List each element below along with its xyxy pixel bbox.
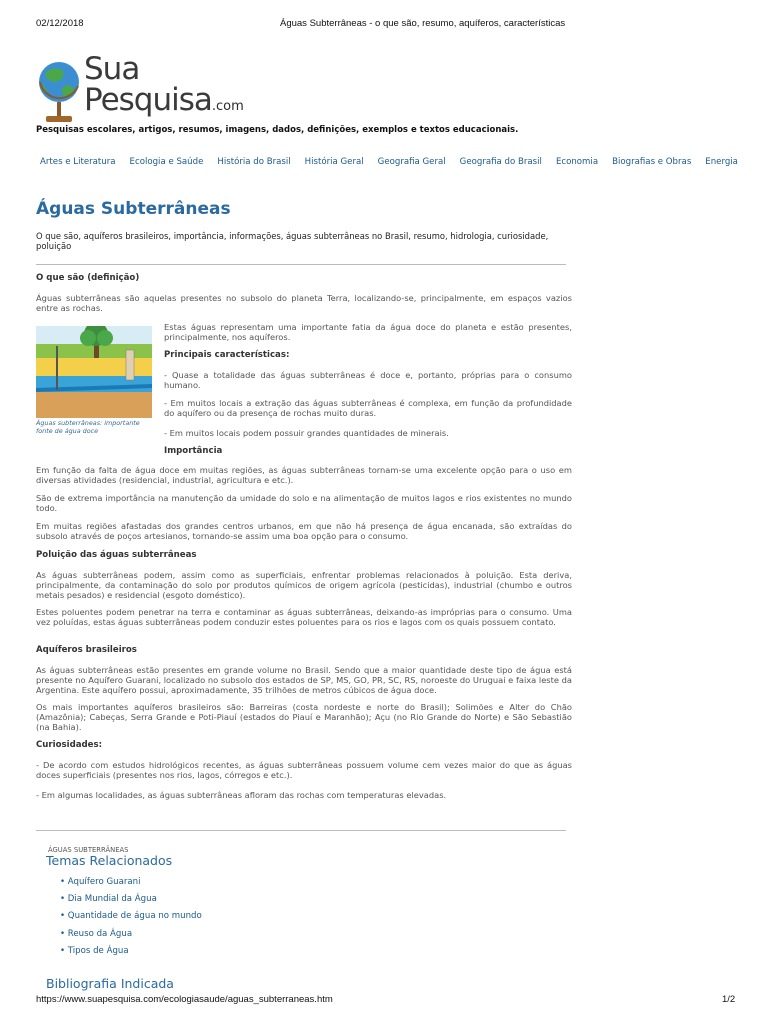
page-title: Águas Subterrâneas	[36, 199, 231, 219]
related-link[interactable]: • Aquífero Guarani	[60, 877, 141, 887]
bullet-text: - Quase a totalidade das águas subterrâneas é doce e, portanto, próprias para o consumo humano.	[164, 370, 572, 390]
bullet-text: - Em muitos locais podem possuir grandes quantidades de minerais.	[164, 428, 449, 438]
nav-item-historia-geral[interactable]: História Geral	[304, 157, 364, 167]
print-title: Águas Subterrâneas - o que são, resumo, aquíferos, características	[280, 18, 566, 29]
section-heading: O que são (definição)	[36, 273, 140, 283]
related-link[interactable]: • Dia Mundial da Água	[60, 894, 157, 905]
print-url[interactable]: https://www.suapesquisa.com/ecologiasaude/aguas_subterraneas.htm	[36, 994, 333, 1005]
nav-item-artes[interactable]: Artes e Literatura	[40, 157, 116, 167]
bullet-text: - Em muitos locais a extração das águas subterrâneas é complexa, em função da profundidade do aquífero ou da presença de rochas muito duras.	[164, 398, 572, 418]
section-heading: Aquíferos brasileiros	[36, 645, 137, 655]
nav-item-geografia-brasil[interactable]: Geografia do Brasil	[459, 157, 542, 167]
section-heading: Principais características:	[164, 350, 290, 360]
divider	[36, 830, 566, 831]
section-heading: Importância	[164, 446, 223, 456]
paragraph: As águas subterrâneas estão presentes em grande volume no Brasil. Sendo que a maior quantidade deste tipo de água está presente no Aquífero Guarani, localizado no subsolo dos estados de SP, MS, GO, PR, SC, RS, noroeste do Uruguai e faixa leste da Argentina. Este aquífero possui, aproximadamente, 35 trilhões de metros cúbicos de água doce.	[36, 665, 572, 695]
related-link[interactable]: • Reuso da Água	[60, 928, 133, 939]
logo-word-pesquisa: Pesquisa.com	[84, 82, 244, 118]
aquifer-illustration	[36, 326, 152, 418]
related-link[interactable]: • Quantidade de água no mundo	[60, 911, 202, 922]
site-logo[interactable]	[36, 51, 256, 126]
paragraph: As águas subterrâneas podem, assim como as superficiais, enfrentar problemas relacionados à poluição. Esta deriva, principalmente, da contaminação do solo por produtos químicos de origem agrícola (pesticidas), industrial (chumbo e outros metais pesados) e residencial (esgoto doméstico).	[36, 570, 572, 600]
paragraph: São de extrema importância na manutenção da umidade do solo e na alimentação de muitos lagos e rios existentes no mundo todo.	[36, 493, 572, 513]
nav-item-geografia-geral[interactable]: Geografia Geral	[377, 157, 446, 167]
nav-item-energia[interactable]: Energia	[705, 157, 738, 167]
print-page-number: 1/2	[722, 994, 736, 1005]
paragraph: Estes poluentes podem penetrar na terra e contaminar as águas subterrâneas, deixando-as impróprias para o consumo. Uma vez poluídas, estas águas subterrâneas podem conduzir estes poluentes para os rios e lagos com os quais possuem contato.	[36, 607, 572, 627]
globe-icon	[36, 60, 82, 126]
nav-item-historia-brasil[interactable]: História do Brasil	[217, 157, 291, 167]
paragraph: Águas subterrâneas são aquelas presentes no subsolo do planeta Terra, localizando-se, principalmente, em espaços vazios entre as rochas.	[36, 293, 572, 313]
related-overline: ÁGUAS SUBTERRÂNEAS	[48, 846, 129, 854]
paragraph: - Em algumas localidades, as águas subterrâneas afloram das rochas com temperaturas elevadas.	[36, 790, 447, 800]
nav-item-biografias[interactable]: Biografias e Obras	[612, 157, 692, 167]
illustration-caption: Águas subterrâneas: importante fonte de água doce	[36, 419, 140, 435]
paragraph: Em função da falta de água doce em muitas regiões, as águas subterrâneas tornam-se uma excelente opção para o uso em diversas atividades (residencial, industrial, agricultura e etc.).	[36, 465, 572, 485]
logo-word-sua: Sua	[84, 51, 140, 87]
print-date: 02/12/2018	[36, 18, 84, 29]
logo-suffix: .com	[211, 99, 244, 114]
page-description: O que são, aquíferos brasileiros, importância, informações, águas subterrâneas no Brasil, resumo, hidrologia, curiosidade, poluição	[36, 231, 549, 251]
nav-item-economia[interactable]: Economia	[555, 157, 599, 167]
related-title: Temas Relacionados	[46, 853, 173, 868]
related-list	[60, 877, 202, 963]
divider	[36, 264, 566, 265]
section-heading: Curiosidades:	[36, 740, 103, 750]
paragraph: Em muitas regiões afastadas dos grandes centros urbanos, em que não há presença de água encanada, são extraídas do subsolo através de poços artesianos, tornando-se assim uma boa opção para o consumo.	[36, 521, 572, 541]
nav-item-ecologia[interactable]: Ecologia e Saúde	[129, 157, 204, 167]
category-nav	[40, 157, 738, 167]
paragraph: Os mais importantes aquíferos brasileiros são: Barreiras (costa nordeste e norte do Brasil); Solimões e Alter do Chão (Amazônia); Cabeças, Serra Grande e Poti-Piauí (estados do Piauí e Maranhão); Açu (no Rio Grande do Norte) e São Sebastião (na Bahia).	[36, 702, 572, 732]
bibliography-title: Bibliografia Indicada	[46, 976, 174, 991]
paragraph: Estas águas representam uma importante fatia da água doce do planeta e estão presentes, principalmente, nos aquíferos.	[164, 322, 572, 342]
section-heading: Poluição das águas subterrâneas	[36, 550, 197, 560]
paragraph: - De acordo com estudos hidrológicos recentes, as águas subterrâneas possuem volume cem vezes maior do que as águas doces superficiais (presentes nos rios, lagos, córregos e etc.).	[36, 760, 572, 780]
site-tagline: Pesquisas escolares, artigos, resumos, imagens, dados, definições, exemplos e textos educacionais.	[36, 125, 519, 135]
related-link[interactable]: • Tipos de Água	[60, 945, 129, 956]
